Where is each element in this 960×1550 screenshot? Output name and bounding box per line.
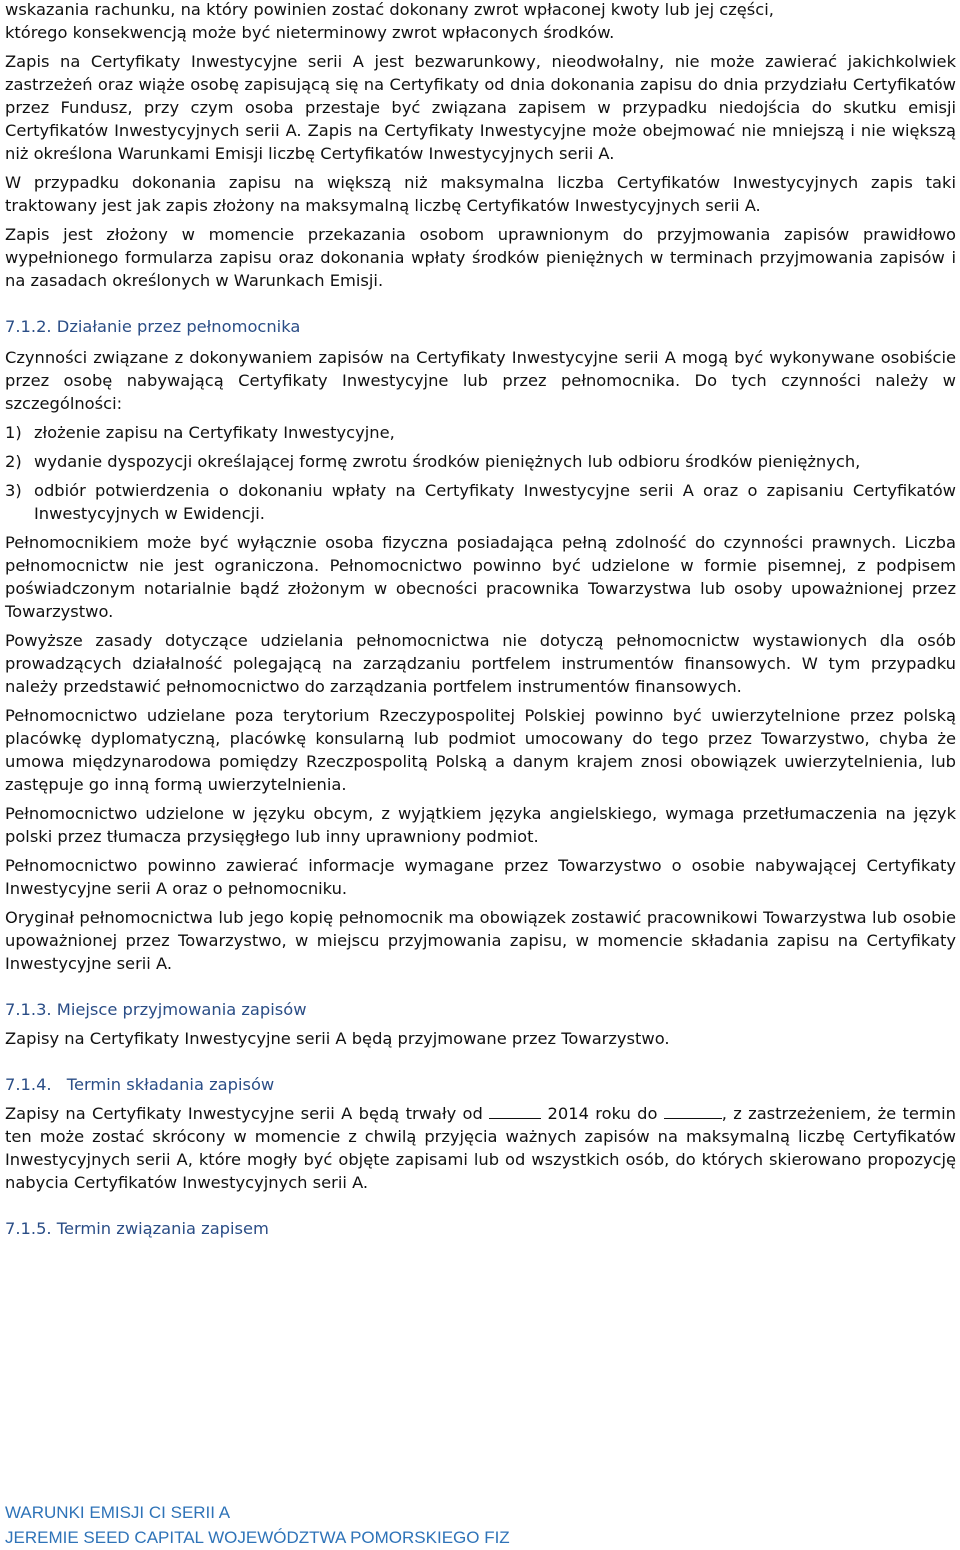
paragraph-termin-skladania [5,1102,956,1194]
section-number: 7.1.4. [5,1075,52,1094]
termin-text-start: Zapisy na Certyfikaty Inwestycyjne serii A będą trwały od [5,1104,483,1123]
intro-line-2: którego konsekwencją może być nieterminowy zwrot wpłaconych środków. [5,23,615,42]
list-item [5,450,956,473]
section-heading-7-1-2 [5,315,956,338]
section-number: 7.1.2. [5,317,52,336]
termin-text-end: , z zastrzeżeniem, że termin ten może zostać skrócony w momencie z chwilą przyjęcia ważnych zapisów na maksymalną liczbę Certyfikatów Inwestycyjnych serii A, które mogły być objęte zapisami lub od wszystkich osób, do których skierowano propozycję nabycia Certyfikatów Inwestycyjnych serii A. [5,1104,956,1192]
section-title: Termin składania zapisów [66,1075,275,1094]
list-text: wydanie dyspozycji określającej formę zwrotu środków pieniężnych lub odbioru środków pieniężnych, [34,452,861,471]
paragraph-czynnosci: Czynności związane z dokonywaniem zapisów na Certyfikaty Inwestycyjne serii A mogą być wykonywane osobiście przez osobę nabywającą Certyfikaty Inwestycyjne lub przez pełnomocnika. Do tych czynności należy w szczególności: [5,348,956,413]
document-page [5,0,956,1240]
list-item [5,421,956,444]
section-title: Działanie przez pełnomocnika [56,317,301,336]
list-text: odbiór potwierdzenia o dokonaniu wpłaty na Certyfikaty Inwestycyjne serii A oraz o zapisaniu Certyfikatów Inwestycyjnych w Ewidencji. [34,481,956,523]
paragraph-oryginal: Oryginał pełnomocnictwa lub jego kopię pełnomocnik ma obowiązek zostawić pracownikowi Towarzystwa lub osobie upoważnionej przez Towarzystwo, w miejscu przyjmowania zapisu, w momencie składania zapisu na Certyfikaty Inwestycyjne serii A. [5,908,956,973]
section-heading-7-1-3 [5,998,956,1021]
paragraph-jezyk-obcy: Pełnomocnictwo udzielone w języku obcym, z wyjątkiem języka angielskiego, wymaga przetłumaczenia na język polski przez tłumacza przysięgłego lub inny uprawniony podmiot. [5,804,956,846]
termin-text-middle: 2014 roku do [547,1104,658,1123]
paragraph-informacje: Pełnomocnictwo powinno zawierać informacje wymagane przez Towarzystwo o osobie nabywającej Certyfikaty Inwestycyjne serii A oraz o pełnomocniku. [5,856,956,898]
list-text: złożenie zapisu na Certyfikaty Inwestycyjne, [34,423,395,442]
section-title: Miejsce przyjmowania zapisów [56,1000,307,1019]
list-marker: 1) [5,423,22,442]
paragraph-powyzsze-zasady: Powyższe zasady dotyczące udzielania pełnomocnictwa nie dotyczą pełnomocnictw wystawionych dla osób prowadzących działalność polegającą na zarządzaniu portfelem instrumentów finansowych. W tym przypadku należy przedstawić pełnomocnictwo do zarządzania portfelem instrumentów finansowych. [5,631,956,696]
footer-line-2: JEREMIE SEED CAPITAL WOJEWÓDZTWA POMORSKIEGO FIZ [5,1528,510,1547]
section-number: 7.1.5. [5,1219,52,1238]
paragraph-poza-terytorium: Pełnomocnictwo udzielane poza terytorium Rzeczypospolitej Polskiej powinno być uwierzytelnione przez polską placówkę dyplomatyczną, placówkę konsularną lub podmiot umocowany do tego przez Towarzystwo, chyba że umowa międzynarodowa pomiędzy Rzeczpospolitą Polską a danym krajem znosi obowiązek uwierzytelnienia, lub zastępuje go inną formą uwierzytelnienia. [5,706,956,794]
paragraph-pelnomocnikiem: Pełnomocnikiem może być wyłącznie osoba fizyczna posiadająca pełną zdolność do czynności prawnych. Liczba pełnomocnictw nie jest ograniczona. Pełnomocnictwo powinno być udzielone w formie pisemnej, z podpisem poświadczonym notarialnie bądź złożonym w obecności pracownika Towarzystwa lub osoby upoważnionej przez Towarzystwo. [5,533,956,621]
list-marker: 2) [5,452,22,471]
paragraph-miejsce: Zapisy na Certyfikaty Inwestycyjne serii A będą przyjmowane przez Towarzystwo. [5,1029,670,1048]
page-footer [5,1500,510,1550]
list-item [5,479,956,525]
footer-line-1: WARUNKI EMISJI CI SERII A [5,1503,231,1522]
list-marker: 3) [5,481,22,500]
section-heading-7-1-4 [5,1073,956,1096]
intro-line-1: wskazania rachunku, na który powinien zostać dokonany zwrot wpłaconej kwoty lub jej części, [5,0,774,19]
date-blank-end [664,1102,722,1119]
section-number: 7.1.3. [5,1000,52,1019]
paragraph-zapis-zlozony: Zapis jest złożony w momencie przekazania osobom uprawnionym do przyjmowania zapisów prawidłowo wypełnionego formularza zapisu oraz dokonania wpłaty środków pieniężnych w terminach przyjmowania zapisów i na zasadach określonych w Warunkach Emisji. [5,225,956,290]
section-title: Termin związania zapisem [56,1219,269,1238]
date-blank-start [489,1102,541,1119]
paragraph-zapis-bezwarunkowy: Zapis na Certyfikaty Inwestycyjne serii A jest bezwarunkowy, nieodwołalny, nie może zawierać jakichkolwiek zastrzeżeń oraz wiąże osobę zapisującą się na Certyfikaty od dnia dokonania zapisu do dnia przydziału Certyfikatów przez Fundusz, przy czym osoba przestaje być związana zapisem w przypadku niedojścia do skutku emisji Certyfikatów Inwestycyjnych serii A. Zapis na Certyfikaty Inwestycyjne może obejmować nie mniejszą i nie większą niż określona Warunkami Emisji liczbę Certyfikatów Inwestycyjnych serii A. [5,52,956,163]
paragraph-wieksza-liczba: W przypadku dokonania zapisu na większą niż maksymalna liczba Certyfikatów Inwestycyjnych zapis taki traktowany jest jak zapis złożony na maksymalną liczbę Certyfikatów Inwestycyjnych serii A. [5,173,956,215]
intro-paragraph [5,0,956,44]
section-heading-7-1-5 [5,1217,956,1240]
